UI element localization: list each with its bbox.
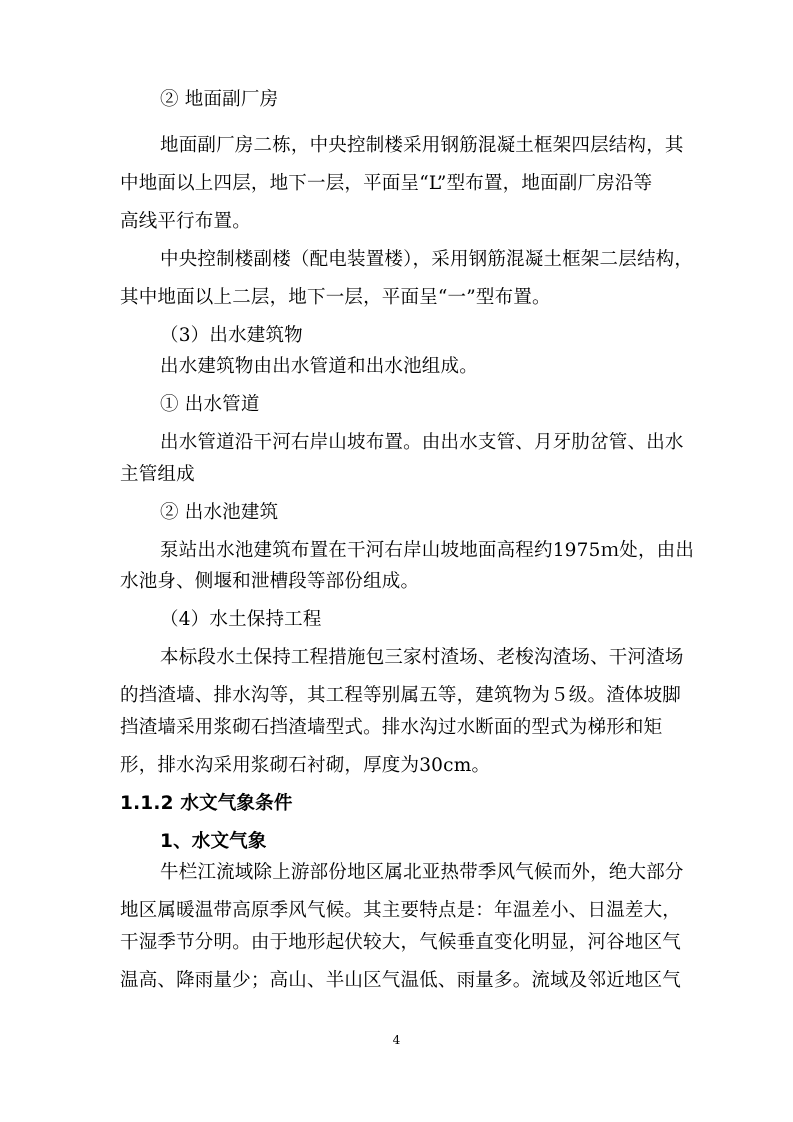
subheading-ground-auxiliary-powerhouse: ② 地面副厂房 (160, 89, 279, 110)
paragraph-line: 温高、降雨量少；高山、半山区气温低、雨量多。流域及邻近地区气 (120, 970, 682, 991)
subheading-outlet-structures: （3）出水建筑物 (160, 325, 303, 346)
paragraph-line: 出水管道沿干河右岸山坡布置。由出水支管、月牙肋岔管、出水 (160, 432, 684, 453)
paragraph-line: 牛栏江流域除上游部份地区属北亚热带季风气候而外，绝大部分 (160, 862, 684, 883)
paragraph-line: 水池身、侧堰和泄槽段等部份组成。 (120, 571, 420, 592)
paragraph-line: 泵站出水池建筑布置在干河右岸山坡地面高程约1975ｍ处，由出 (160, 540, 695, 561)
paragraph-line: 中央控制楼副楼（配电装置楼），采用钢筋混凝土框架二层结构， (160, 249, 694, 270)
subheading-soil-water-conservation: （4）水土保持工程 (160, 609, 322, 630)
paragraph-line: 中地面以上四层，地下一层，平面呈“L”型布置，地面副厂房沿等 (120, 173, 653, 194)
paragraph-line: 主管组成 (120, 464, 195, 485)
paragraph-line: 挡渣墙采用浆砌石挡渣墙型式。排水沟过水断面的型式为梯形和矩 (120, 717, 663, 738)
paragraph-line: 的挡渣墙、排水沟等，其工程等别属五等，建筑物为５级。渣体坡脚 (120, 685, 682, 706)
paragraph-line: 形，排水沟采用浆砌石衬砌，厚度为30cm。 (120, 755, 491, 776)
paragraph-line: 其中地面以上二层，地下一层，平面呈“一”型布置。 (120, 287, 551, 308)
paragraph-line: 出水建筑物由出水管道和出水池组成。 (160, 356, 478, 377)
subheading-outlet-pipeline: ① 出水管道 (160, 394, 260, 415)
paragraph-line: 高线平行布置。 (120, 211, 251, 232)
subsection-heading-hydrology: 1、水文气象 (160, 831, 267, 852)
paragraph-line: 地面副厂房二栋，中央控制楼采用钢筋混凝土框架四层结构，其 (160, 135, 684, 156)
section-heading-hydrometeorology: 1.1.2 水文气象条件 (120, 793, 293, 814)
page-number: 4 (392, 1033, 401, 1047)
paragraph-line: 本标段水土保持工程措施包三家村渣场、老梭沟渣场、干河渣场 (160, 647, 684, 668)
subheading-outlet-pool-building: ② 出水池建筑 (160, 502, 279, 523)
paragraph-line: 地区属暖温带高原季风气候。其主要特点是：年温差小、日温差大， (120, 900, 682, 921)
paragraph-line: 干湿季节分明。由于地形起伏较大，气候垂直变化明显，河谷地区气 (120, 932, 682, 953)
